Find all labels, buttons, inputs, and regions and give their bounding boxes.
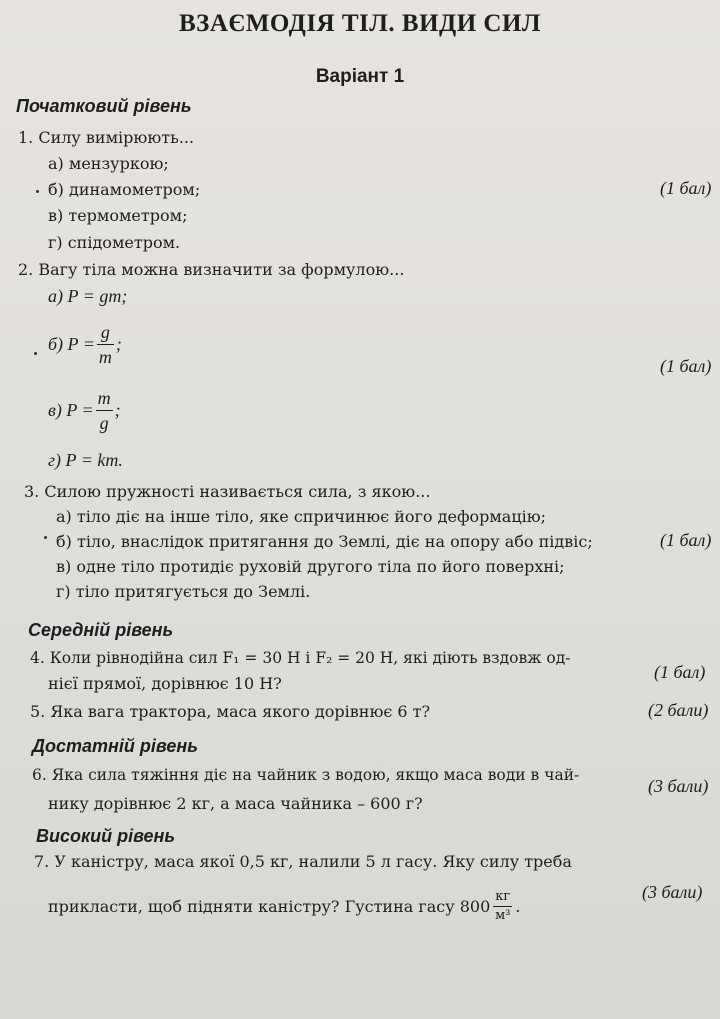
question-4-line-1: 4. Коли рівнодійна сил F₁ = 30 Н і F₂ = 20 Н, які діють вздовж од-: [30, 649, 571, 667]
option-label: в): [48, 400, 62, 420]
question-3-text: 3. Силою пружності називається сила, з якою...: [24, 482, 431, 501]
option-label: а): [48, 286, 63, 306]
question-3-option-d: г) тіло притягується до Землі.: [56, 582, 311, 601]
formula-lhs: P =: [67, 334, 95, 354]
pencil-mark: [44, 536, 47, 539]
question-4-points: (1 бал): [654, 662, 706, 682]
question-5-points: (2 бали): [648, 700, 709, 720]
question-2-option-a: [48, 286, 127, 307]
question-7-points: (3 бали): [642, 882, 703, 902]
question-1-points: (1 бал): [660, 178, 712, 198]
fraction-numerator: m: [96, 386, 113, 411]
formula: P = gm;: [67, 286, 128, 306]
question-1-option-b: б) динамометром;: [48, 180, 201, 199]
formula-tail: ;: [115, 334, 122, 354]
density-unit-fraction: [493, 888, 512, 925]
question-6-points: (3 бали): [648, 776, 709, 796]
question-6-line-2: нику дорівнює 2 кг, а маса чайника – 600 г?: [48, 794, 423, 813]
question-1-option-c: в) термометром;: [48, 206, 188, 225]
question-6-line-1: 6. Яка сила тяжіння діє на чайник з водою, якщо маса води в чай-: [32, 766, 580, 784]
question-3-option-c: в) одне тіло протидіє руховій другого тіла по його поверхні;: [56, 557, 565, 576]
question-2-option-b: [48, 320, 122, 369]
density-unit-numerator: кг: [493, 888, 512, 907]
formula: P = km.: [65, 450, 123, 470]
option-label: г): [48, 450, 62, 470]
level-heading-sufficient: Достатній рівень: [32, 736, 198, 756]
formula-tail: ;: [114, 400, 121, 420]
question-7-tail: .: [515, 897, 521, 916]
pencil-mark: [36, 190, 39, 193]
question-3-option-a: а) тіло діє на інше тіло, яке спричинює його деформацію;: [56, 507, 547, 526]
level-heading-initial: Початковий рівень: [16, 96, 192, 116]
variant-heading: Варіант 1: [315, 66, 405, 87]
fraction: [97, 320, 114, 369]
question-3-points: (1 бал): [660, 530, 712, 550]
question-2-text: 2. Вагу тіла можна визначити за формулою...: [18, 260, 405, 279]
formula-lhs: P =: [66, 400, 94, 420]
question-7-line-1: 7. У каністру, маса якої 0,5 кг, налили 5 л гасу. Яку силу треба: [34, 852, 572, 871]
level-heading-middle: Середній рівень: [28, 620, 174, 640]
page-title: ВЗАЄМОДІЯ ТІЛ. ВИДИ СИЛ: [178, 10, 542, 37]
question-4-line-2: нієї прямої, дорівнює 10 Н?: [48, 674, 282, 693]
question-1-option-a: а) мензуркою;: [48, 154, 169, 173]
fraction-denominator: g: [99, 413, 109, 433]
fraction-denominator: m: [98, 347, 112, 367]
question-1-option-d: г) спідометром.: [48, 233, 181, 252]
question-5-text: 5. Яка вага трактора, маса якого дорівнює 6 т?: [30, 702, 431, 721]
option-label: б): [48, 334, 64, 354]
density-unit-denominator: м³: [495, 908, 511, 923]
question-1-text: 1. Силу вимірюють...: [18, 128, 195, 147]
pencil-mark: [34, 352, 37, 355]
question-3-option-b: б) тіло, внаслідок притягання до Землі, діє на опору або підвіс;: [56, 532, 593, 551]
question-2-option-c: [48, 386, 121, 435]
question-2-option-d: [48, 450, 123, 471]
question-7-text: прикласти, щоб підняти каністру? Густина гасу 800: [48, 897, 491, 916]
question-7-line-2: [48, 888, 520, 925]
fraction-numerator: g: [97, 320, 114, 345]
fraction: [96, 386, 113, 435]
level-heading-high: Високий рівень: [36, 826, 176, 846]
question-2-points: (1 бал): [660, 356, 712, 376]
